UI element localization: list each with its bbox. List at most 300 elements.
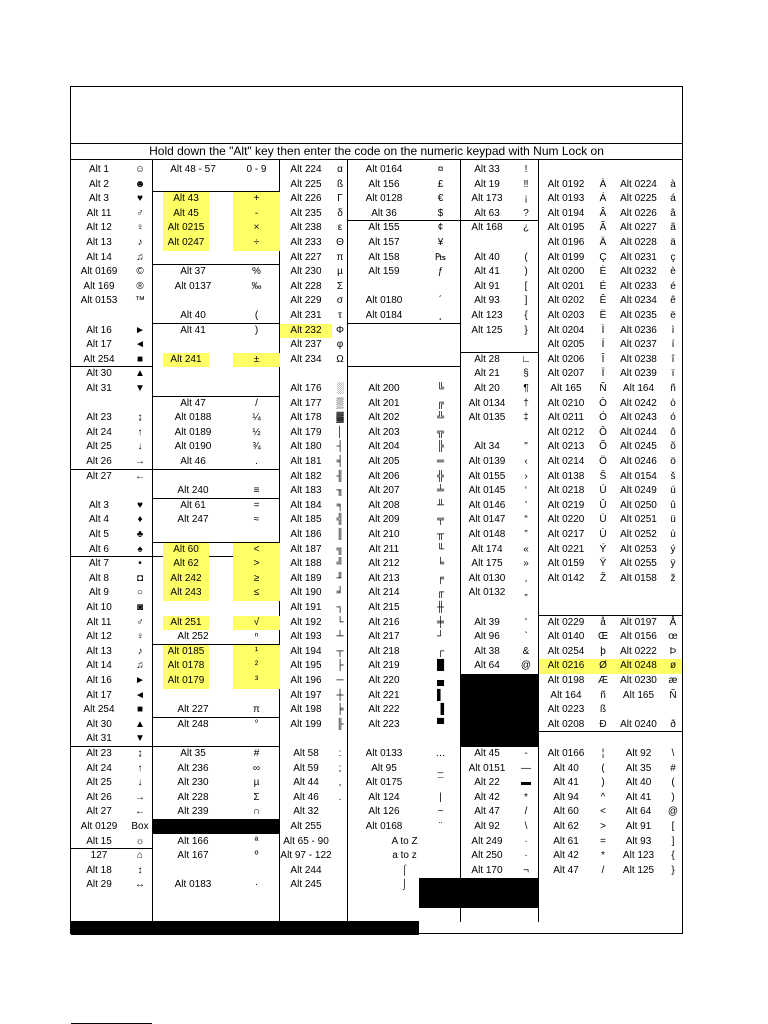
character: “ — [524, 514, 528, 526]
code-row — [153, 878, 279, 893]
alt-code: Alt 32 — [293, 806, 319, 818]
code-row — [539, 747, 682, 762]
character: ⁿ — [254, 631, 259, 643]
character: ê — [670, 295, 676, 307]
character: Γ — [337, 193, 343, 205]
code-row — [461, 163, 538, 178]
alt-code: Alt 26 — [86, 791, 112, 803]
character: ┤ — [336, 441, 344, 453]
alt-code: Alt 48 - 57 — [170, 164, 216, 175]
alt-code: Alt 10 — [86, 602, 112, 613]
code-row — [153, 236, 279, 251]
character: π — [336, 251, 344, 263]
alt-code: Alt 125 — [622, 864, 655, 876]
alt-code: Alt 243 — [163, 586, 209, 601]
code-row — [348, 849, 460, 864]
code-row — [153, 645, 279, 660]
alt-code: Alt 254 — [83, 353, 115, 365]
alt-code: Alt 0220 — [547, 514, 585, 526]
character: ┬ — [336, 645, 344, 657]
alt-code: Alt 36 — [371, 207, 397, 219]
alt-code: Alt 41 — [474, 266, 500, 278]
alt-code: Alt 40 — [180, 310, 206, 321]
code-row — [461, 557, 538, 572]
character: ■ — [136, 353, 144, 365]
code-row — [153, 835, 279, 850]
character: │ — [336, 426, 344, 438]
alt-code: Alt 0147 — [468, 514, 506, 526]
character: / — [524, 806, 528, 818]
alt-code: Alt 0201 — [547, 280, 585, 292]
alt-code: Alt 0216 — [539, 659, 593, 674]
alt-code: Alt 255 — [290, 821, 322, 832]
alt-code: Alt 0203 — [547, 310, 585, 321]
character: ~ — [437, 806, 444, 818]
character: { — [671, 850, 675, 862]
character: ¯ — [437, 777, 444, 789]
character: Ã — [599, 222, 607, 234]
code-row — [71, 674, 152, 689]
code-row — [461, 207, 538, 222]
code-row — [71, 251, 152, 266]
code-row — [153, 791, 279, 806]
alt-code: Alt 23 — [86, 748, 112, 759]
code-row — [153, 280, 279, 295]
code-row — [71, 805, 152, 820]
character: ╝ — [336, 558, 344, 570]
character: ¤ — [437, 164, 444, 175]
alt-code: Alt 203 — [368, 426, 400, 438]
alt-code: Alt 42 — [474, 791, 500, 803]
alt-code: Alt 0178 — [163, 659, 209, 674]
alt-code: Alt 41 — [553, 777, 579, 789]
character: Ý — [599, 543, 607, 555]
code-row — [539, 221, 682, 236]
column-2 — [153, 160, 280, 922]
code-row — [71, 499, 152, 514]
code-row — [153, 630, 279, 645]
alt-code: Alt 220 — [368, 675, 400, 686]
character: ∙ — [524, 835, 528, 847]
alt-code: Alt 230 — [177, 777, 209, 789]
code-row — [153, 718, 279, 733]
character: ▒ — [336, 397, 344, 409]
alt-code: Alt 0132 — [468, 587, 506, 599]
alt-code: Alt 0151 — [468, 762, 506, 774]
code-row — [461, 265, 538, 280]
code-row — [461, 659, 538, 674]
alt-code: Alt 249 — [471, 835, 503, 847]
alt-code: Alt 185 — [290, 514, 322, 526]
alt-code: Alt 0148 — [468, 529, 506, 540]
character: ] — [524, 295, 528, 307]
code-row — [348, 572, 460, 587]
character: µ — [337, 266, 343, 278]
code-row — [153, 484, 279, 499]
character: º — [254, 850, 259, 862]
character: } — [524, 324, 528, 336]
character: ↑ — [137, 762, 143, 774]
character: ← — [135, 806, 145, 818]
character: $ — [437, 207, 444, 219]
code-row — [280, 221, 347, 236]
character: " — [524, 441, 528, 453]
character: σ — [336, 295, 344, 307]
character: ♂ — [136, 207, 144, 219]
character: ä — [670, 237, 676, 248]
character: › — [524, 470, 528, 482]
code-row — [539, 397, 682, 412]
alt-code: Alt 227 — [290, 251, 322, 263]
character: Ò — [599, 397, 607, 409]
alt-code: Alt 31 — [86, 733, 112, 745]
character: ↨ — [137, 748, 143, 759]
character: Ó — [599, 412, 607, 424]
alt-code: Alt 3 — [88, 193, 109, 205]
alt-code: Alt 247 — [177, 514, 209, 526]
character: ₧ — [435, 251, 446, 263]
alt-code: Alt 0154 — [620, 470, 657, 482]
alt-code: Alt 196 — [290, 675, 322, 686]
alt-code: Alt 167 — [177, 850, 209, 862]
code-row — [348, 397, 460, 412]
alt-code: Alt 91 — [625, 821, 652, 832]
character: | — [439, 791, 442, 803]
character: ▼ — [135, 383, 145, 394]
code-row — [348, 557, 460, 572]
character: µ — [253, 777, 260, 789]
code-row — [71, 470, 152, 485]
filled-block — [461, 674, 539, 747]
alt-code: Alt 187 — [290, 543, 322, 555]
character: √ — [233, 616, 280, 631]
code-row — [280, 572, 347, 587]
character: ♫ — [136, 660, 144, 672]
alt-code: Alt 0219 — [547, 499, 585, 511]
character: > — [600, 821, 606, 832]
code-row — [71, 382, 152, 397]
alt-code: Alt 0245 — [620, 441, 657, 453]
alt-code: Alt 0153 — [80, 295, 118, 307]
alt-code: Alt 92 — [474, 821, 500, 832]
character: - — [233, 207, 280, 222]
code-row — [461, 572, 538, 587]
alt-code: Alt 13 — [86, 645, 112, 657]
filled-block — [419, 878, 539, 908]
alt-code: Alt 14 — [86, 251, 112, 263]
alt-code: Alt 91 — [474, 280, 500, 292]
character: ▼ — [135, 733, 145, 745]
code-row — [539, 659, 682, 674]
code-row — [348, 236, 460, 251]
character: Ÿ — [599, 558, 607, 570]
code-row — [153, 805, 279, 820]
alt-code: Alt 0222 — [620, 645, 657, 657]
character: ╧ — [436, 485, 445, 497]
alt-code: Alt 58 — [293, 748, 319, 759]
column-6 — [539, 160, 682, 922]
character: & — [522, 645, 530, 657]
alt-code: Alt 7 — [88, 558, 109, 570]
alt-code: Alt 65 - 90 — [283, 835, 329, 847]
alt-code: Alt 45 — [474, 748, 500, 759]
code-row — [539, 207, 682, 222]
character: ô — [670, 426, 676, 438]
code-row — [280, 747, 347, 762]
alt-code: Alt 16 — [86, 324, 112, 336]
code-row — [348, 382, 460, 397]
character: ┐ — [336, 602, 344, 613]
code-row — [461, 455, 538, 470]
character: ♦ — [137, 514, 143, 526]
alt-code: Alt 0240 — [620, 718, 657, 730]
code-row — [348, 864, 460, 879]
alt-code: Alt 25 — [86, 777, 112, 789]
character: ¨ — [438, 821, 443, 832]
code-row — [71, 732, 152, 747]
code-row — [280, 718, 347, 733]
code-row — [461, 367, 538, 382]
character: ■ — [136, 704, 144, 716]
code-row — [348, 455, 460, 470]
character: Ö — [599, 456, 607, 467]
character: ë — [670, 310, 676, 321]
character: ´ — [438, 295, 443, 307]
character: ÷ — [233, 236, 280, 251]
character: ç — [670, 251, 676, 263]
code-row — [280, 338, 347, 353]
code-row — [71, 835, 152, 850]
character: õ — [670, 441, 676, 453]
character: . — [338, 791, 342, 803]
alt-code: Alt 164 — [622, 383, 655, 394]
code-row — [280, 762, 347, 777]
alt-code: Alt 218 — [368, 645, 400, 657]
code-row — [348, 791, 460, 806]
alt-code: Alt 0140 — [547, 631, 585, 643]
character: / — [255, 397, 258, 409]
alt-code: Alt 231 — [290, 310, 322, 321]
alt-code: Alt 93 — [474, 295, 500, 307]
code-row — [461, 864, 538, 879]
code-row — [539, 820, 682, 835]
character: Ì — [601, 324, 605, 336]
character: Φ — [336, 324, 344, 336]
code-row — [539, 543, 682, 558]
alt-code: Alt 33 — [474, 164, 500, 175]
code-row — [71, 878, 152, 893]
code-row — [153, 513, 279, 528]
alt-code: Alt 28 — [474, 353, 500, 365]
character: Σ — [336, 280, 344, 292]
alt-code: Alt 211 — [368, 543, 400, 555]
code-row — [539, 776, 682, 791]
code-row — [280, 805, 347, 820]
character: ▓ — [336, 412, 344, 424]
alt-code: Alt 204 — [368, 441, 400, 453]
character: ◄ — [135, 339, 145, 351]
alt-code: Alt 41 — [625, 791, 652, 803]
code-row — [539, 353, 682, 368]
code-row — [461, 747, 538, 762]
alt-code: Alt 0164 — [365, 164, 403, 175]
alt-code: Alt 0255 — [620, 558, 657, 570]
character: ¥ — [437, 237, 444, 248]
character: Œ — [598, 631, 608, 643]
character: ` — [524, 631, 528, 643]
code-row — [280, 382, 347, 397]
character: À — [599, 178, 607, 190]
alt-code: Alt 197 — [290, 689, 322, 701]
alt-code: Alt 0158 — [620, 572, 657, 584]
alt-code: Alt 125 — [471, 324, 503, 336]
character: Ä — [599, 237, 607, 248]
code-row — [71, 616, 152, 631]
alt-code: Alt 19 — [474, 178, 500, 190]
alt-code: Alt 0249 — [620, 485, 657, 497]
code-row — [71, 762, 152, 777]
character: € — [437, 193, 444, 205]
code-row — [71, 747, 152, 762]
character: í — [671, 339, 675, 351]
alt-code: Alt 0169 — [80, 266, 118, 278]
alt-code: Alt 235 — [290, 207, 322, 219]
alt-code: Alt 0139 — [468, 456, 506, 467]
character: Õ — [599, 441, 607, 453]
alt-code: Alt 0193 — [547, 193, 585, 205]
character: Ë — [599, 310, 607, 321]
alt-code: Alt 191 — [290, 602, 322, 613]
code-row — [461, 499, 538, 514]
code-row — [348, 440, 460, 455]
character-range: ⌠ — [401, 864, 408, 876]
character: ) — [524, 266, 528, 278]
alt-code: Alt 12 — [86, 631, 112, 643]
character: ¦ — [601, 748, 605, 759]
character: • — [138, 558, 142, 570]
character: ♪ — [137, 237, 143, 248]
character: ╥ — [436, 529, 445, 540]
alt-code: Alt 186 — [290, 529, 322, 540]
code-row — [539, 470, 682, 485]
alt-code: Alt 214 — [368, 587, 400, 599]
alt-code: Alt 93 — [625, 835, 652, 847]
code-row — [539, 703, 682, 718]
group-separator — [348, 366, 460, 367]
code-row — [280, 674, 347, 689]
character: Ù — [599, 529, 607, 540]
alt-code: Alt 95 — [371, 762, 397, 774]
character: ♂ — [136, 616, 144, 628]
character: Ü — [599, 514, 607, 526]
character: ╩ — [436, 412, 445, 424]
code-row — [539, 411, 682, 426]
alt-code: Alt 61 — [180, 499, 206, 511]
alt-code: Alt 174 — [471, 543, 503, 555]
alt-code: Alt 0200 — [547, 266, 585, 278]
code-row — [71, 703, 152, 718]
character: } — [671, 864, 675, 876]
code-row — [71, 572, 152, 587]
character: ◄ — [135, 689, 145, 701]
code-row — [71, 280, 152, 295]
character: § — [523, 368, 529, 380]
character: \ — [524, 821, 528, 832]
code-row — [153, 762, 279, 777]
character: Θ — [336, 237, 344, 248]
code-row — [71, 353, 152, 368]
character: ð — [670, 718, 676, 730]
character: Á — [599, 193, 607, 205]
code-row — [539, 674, 682, 689]
alt-code: Alt 226 — [290, 193, 322, 205]
character: ▲ — [135, 368, 145, 380]
character: + — [233, 192, 280, 207]
code-row — [280, 820, 347, 835]
alt-code: Alt 0243 — [620, 412, 657, 424]
character: ╗ — [336, 543, 344, 555]
character: ” — [524, 529, 528, 540]
code-row — [539, 455, 682, 470]
alt-code: Alt 17 — [86, 689, 112, 701]
alt-code: Alt 169 — [83, 280, 115, 292]
alt-code: Alt 0208 — [547, 718, 585, 730]
alt-code: Alt 0248 — [613, 659, 664, 674]
character: Ñ — [599, 383, 607, 394]
alt-code: Alt 0196 — [547, 237, 585, 248]
code-row — [348, 645, 460, 660]
alt-code: Alt 30 — [86, 368, 112, 380]
character: ã — [670, 222, 676, 234]
code-row — [280, 586, 347, 601]
code-row — [280, 324, 347, 339]
alt-code: Alt 170 — [471, 864, 503, 876]
code-row — [348, 718, 460, 733]
character: É — [599, 280, 607, 292]
alt-code: Alt 0254 — [547, 645, 585, 657]
alt-code: Alt 0129 — [80, 821, 118, 832]
code-row — [71, 338, 152, 353]
alt-code: Alt 198 — [290, 704, 322, 716]
character: ║ — [336, 529, 344, 540]
code-row — [539, 864, 682, 879]
character: è — [670, 266, 676, 278]
character: ø — [664, 659, 682, 674]
character: î — [671, 353, 675, 365]
character: ß — [599, 704, 607, 716]
alt-code: Alt 0146 — [468, 499, 506, 511]
code-row — [348, 543, 460, 558]
code-row — [71, 689, 152, 704]
alt-code: Alt 202 — [368, 412, 400, 424]
character: ╕ — [336, 499, 344, 511]
code-row — [280, 192, 347, 207]
character: Æ — [598, 675, 608, 686]
alt-code: Alt 0199 — [547, 251, 585, 263]
character: ⌂ — [136, 850, 144, 862]
alt-code: Alt 0242 — [620, 397, 657, 409]
character: £ — [437, 178, 444, 190]
alt-code: Alt 59 — [293, 762, 319, 774]
alt-code: Alt 251 — [163, 616, 209, 631]
character: _ — [437, 762, 444, 774]
code-row — [153, 586, 279, 601]
character: ≥ — [233, 572, 280, 587]
alt-code: Alt 221 — [368, 689, 400, 701]
character: Ê — [599, 295, 607, 307]
code-row — [71, 820, 152, 835]
alt-code: Alt 11 — [86, 207, 112, 219]
